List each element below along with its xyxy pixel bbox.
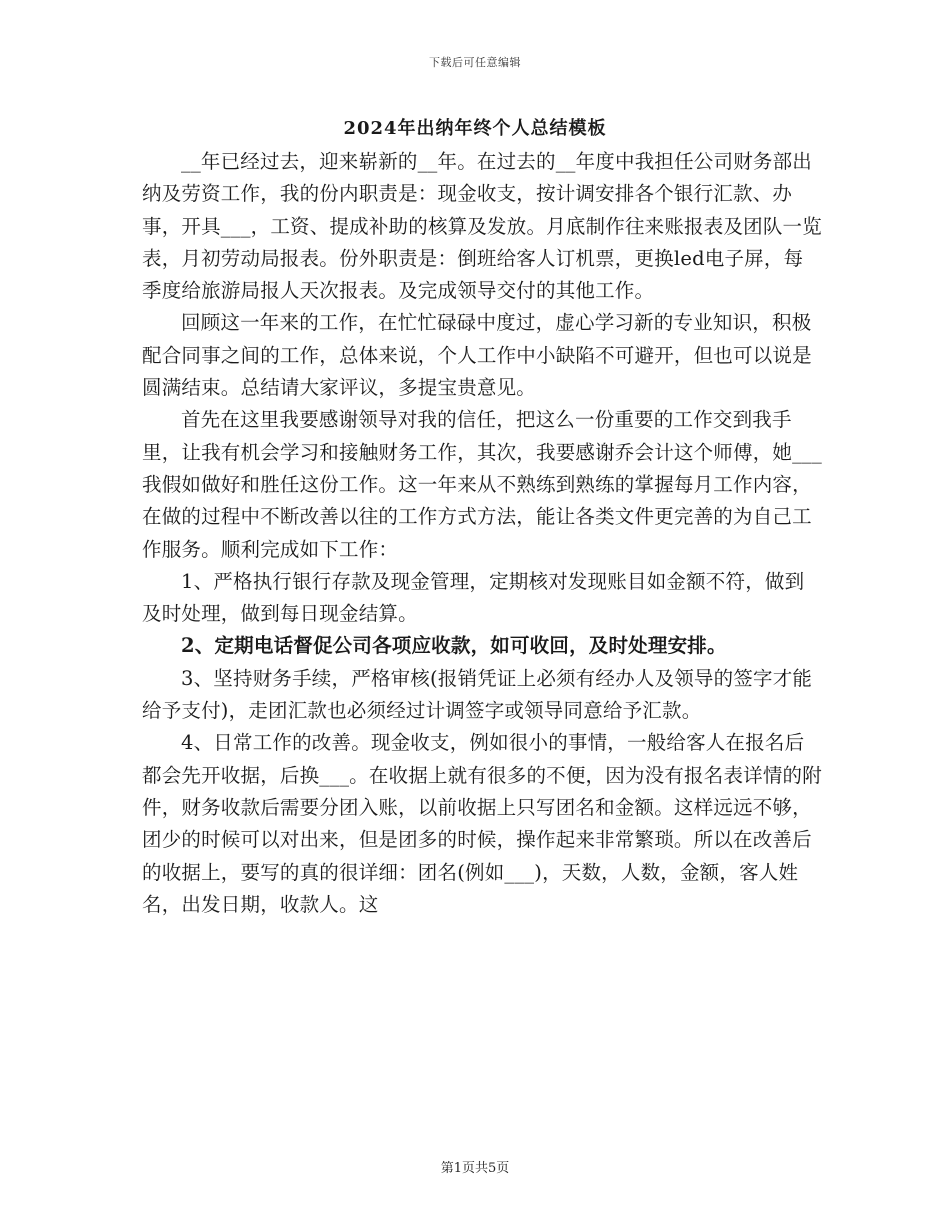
document-title: 2024年出纳年终个人总结模板	[343, 118, 607, 139]
paragraph-intro: __年已经过去，迎来崭新的__年。在过去的__年度中我担任公司财务部出纳及劳资工作，我的份内职责是：现金收支，按计调安排各个银行汇款、办事，开具___，工资、提成补助的核算及发放。月底制作往来账报表及团队一览表，月初劳动局报表。份外职责是：倒班给客人订机票，更换led电子屏，每季度给旅游局报人天次报表。及完成领导交付的其他工作。	[142, 150, 822, 303]
page-number: 第1页共5页	[440, 1161, 510, 1176]
document-body	[142, 146, 822, 921]
list-item-4: 4、日常工作的改善。现金收支，例如很小的事情，一般给客人在报名后都会先开收据，后换___。在收据上就有很多的不便，因为没有报名表详情的附件，财务收款后需要分团入账，以前收据上只写团名和金额。这样远远不够，团少的时候可以对出来，但是团多的时候，操作起来非常繁琐。所以在改善后的收据上，要写的真的很详细：团名(例如___)，天数，人数，金额，客人姓名，出发日期，收款人。这	[142, 731, 822, 916]
paragraph-review: 回顾这一年来的工作，在忙忙碌碌中度过，虚心学习新的专业知识，积极配合同事之间的工作，总体来说，个人工作中小缺陷不可避开，但也可以说是圆满结束。总结请大家评议，多提宝贵意见。	[142, 311, 812, 400]
header-note: 下载后可任意编辑	[429, 56, 521, 69]
list-item-1: 1、严格执行银行存款及现金管理，定期核对发现账目如金额不符，做到及时处理，做到每日现金结算。	[142, 569, 805, 626]
list-item-2: 2、定期电话督促公司各项应收款，如可收回，及时处理安排。	[181, 634, 727, 658]
paragraph-thanks: 首先在这里我要感谢领导对我的信任，把这么一份重要的工作交到我手里，让我有机会学习和接触财务工作，其次，我要感谢乔会计这个师傅，她___我假如做好和胜任这份工作。这一年来从不熟练到熟练的掌握每月工作内容，在做的过程中不断改善以往的工作方式方法，能让各类文件更完善的为自己工作服务。顺利完成如下工作：	[142, 408, 822, 561]
list-item-3: 3、坚持财务手续，严格审核(报销凭证上必须有经办人及领导的签字才能给予支付)，走团汇款也必须经过计调签字或领导同意给予汇款。	[142, 666, 813, 723]
